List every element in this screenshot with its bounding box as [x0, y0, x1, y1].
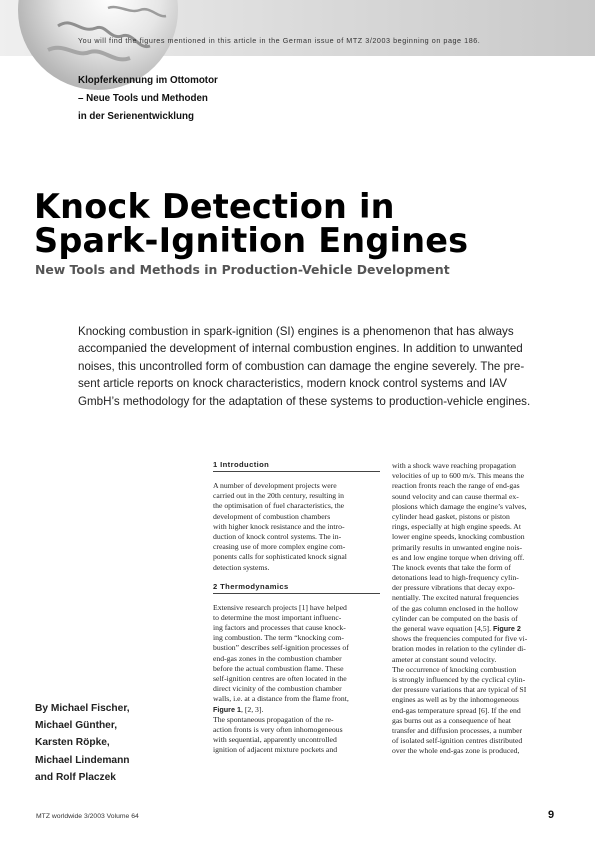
text-line: transfer and diffusion processes, a number — [392, 725, 523, 735]
text-line: direct vicinity of the combustion chamber — [213, 684, 342, 694]
text-line: of the gas column enclosed in the hollow — [392, 603, 519, 613]
title-line-2: Spark-Ignition Engines — [34, 221, 469, 260]
text-line: the optimisation of fuel characteristics, the — [213, 501, 345, 511]
text-line: ignition of adjacent mixture pockets and — [213, 745, 338, 755]
text-line: carried out in the 20th century, resulting in — [213, 491, 345, 501]
text-line: es and low engine torque when driving off. — [392, 552, 525, 562]
text-line: ameter at constant sound velocity. — [392, 654, 497, 664]
text-line: before the actual combustion flame. These — [213, 663, 344, 673]
author-line: Michael Lindemann — [35, 754, 130, 766]
text-line: The occurrence of knocking combustion — [392, 664, 517, 674]
text-line: end-gas temperature spread [6]. If the end — [392, 705, 521, 715]
text-line: bustion” describes self-ignition processes of — [213, 643, 349, 653]
author-line: and Rolf Placzek — [35, 771, 116, 783]
text-line: The knock events that take the form of — [392, 562, 511, 572]
text-line: with higher knock resistance and the intro- — [213, 521, 345, 531]
abstract-line: sent article reports on knock characteristics, modern knock control systems and IAV — [78, 377, 507, 391]
abstract-line: Knocking combustion in spark-ignition (SI) engines is a phenomenon that has always — [78, 325, 514, 338]
text-line — [213, 705, 380, 715]
text-line: rings, especially at high engine speeds. At — [392, 522, 521, 532]
intro-paragraph — [213, 481, 380, 573]
footer-issue: MTZ worldwide 3/2003 Volume 64 — [36, 813, 139, 820]
text-line: with a shock wave reaching propagation — [392, 461, 517, 470]
text-line: der pressure variations that are typical of SI — [392, 685, 527, 695]
abstract — [78, 323, 558, 410]
text-line: plosions which damage the engine’s valves, — [392, 501, 527, 511]
text-line: shows the frequencies computed for five vi- — [392, 634, 528, 644]
section-heading-thermodynamics: 2 Thermodynamics — [213, 582, 380, 594]
body-column-1 — [213, 460, 380, 756]
text-line: Extensive research projects [1] have helped — [213, 602, 347, 612]
text-line: of isolated self-ignition centres distributed — [392, 736, 523, 746]
abstract-line: accompanied the development of internal combustion engines. In addition to unwanted — [78, 342, 523, 356]
text-line: ing factors and processes that cause knock- — [213, 623, 346, 633]
german-title-line: – Neue Tools und Methoden — [78, 93, 208, 104]
text-line: creasing use of more complex engine com- — [213, 542, 346, 552]
text-line: cylinder can be computed on the basis of — [392, 613, 518, 623]
article-title — [34, 187, 574, 260]
text-line: ing combustion. The term “knocking com- — [213, 633, 344, 643]
text-line: der pressure vibrations that decay expo- — [392, 583, 515, 593]
text-line: to determine the most important influenc- — [213, 612, 342, 622]
text-line: detonations lead to high-frequency cylin- — [392, 573, 519, 583]
text-fragment: the general wave equation [4,5]. — [392, 624, 492, 633]
text-line: A number of development projects were — [213, 481, 337, 490]
text-line: with sequential, apparently uncontrolled — [213, 735, 337, 745]
german-title-line: Klopferkennung im Ottomotor — [78, 75, 218, 86]
text-line: duction of knock control systems. The in- — [213, 531, 342, 541]
text-line: cylinder head gasket, pistons or piston — [392, 511, 510, 521]
text-line: over the whole end-gas zone is produced, — [392, 746, 520, 756]
section-heading-introduction: 1 Introduction — [213, 460, 380, 472]
text-line: walls, i.e. at a distance from the flame front, — [213, 694, 349, 704]
thermo-paragraph — [213, 603, 380, 756]
text-line: The spontaneous propagation of the re- — [213, 714, 334, 724]
text-line: velocities of up to 600 m/s. This means the — [392, 471, 525, 481]
german-title-line: in der Serienentwicklung — [78, 111, 194, 122]
text-line: sound velocity and can cause thermal ex- — [392, 491, 519, 501]
german-title — [78, 72, 338, 126]
article-subtitle: New Tools and Methods in Production-Vehicle Development — [35, 262, 450, 277]
text-line: action fronts is very often inhomogeneous — [213, 724, 343, 734]
author-line: Karsten Röpke, — [35, 737, 110, 749]
abstract-line: noises, this uncontrolled form of combustion can damage the engine severely. The pre- — [78, 359, 525, 373]
text-line: is strongly influenced by the cyclical cylin- — [392, 674, 526, 684]
page-number: 9 — [548, 809, 555, 821]
issue-note: You will find the figures mentioned in this article in the German issue of MTZ 3/2003 beginning on page 186. — [78, 36, 481, 45]
text-line: ponents calls for sophisticated knock signal — [213, 552, 347, 562]
text-line: reaction fronts reach the range of end-gas — [392, 481, 520, 491]
text-line: bration modes in relation to the cylinder di- — [392, 644, 526, 654]
abstract-line: GmbH’s methodology for the adaptation of these systems to production-vehicle engines. — [78, 394, 531, 408]
text-line — [392, 624, 562, 634]
text-line: end-gas zones in the combustion chamber — [213, 653, 342, 663]
text-line: engines as well as by the inhomogeneous — [392, 695, 519, 705]
text-line: self-ignition centres are often located in the — [213, 674, 347, 683]
text-line: detection systems. — [213, 562, 270, 572]
figure-1-reference[interactable]: Figure 1 — [213, 704, 241, 714]
figure-1-tail: , [2, 3]. — [240, 704, 264, 714]
author-list — [35, 700, 185, 786]
text-line: nentially. The excited natural frequencies — [392, 593, 519, 603]
author-line: Michael Günther, — [35, 720, 118, 732]
text-line: development of combustion chambers — [213, 511, 331, 521]
title-line-1: Knock Detection in — [34, 187, 395, 226]
figure-2-reference[interactable]: Figure 2 — [492, 624, 521, 633]
text-line: gas burns out as a consequence of heat — [392, 715, 511, 725]
text-line: lower engine speeds, knocking combustion — [392, 532, 525, 542]
author-line: By Michael Fischer, — [35, 703, 130, 714]
text-line: primarily results in unwanted engine nois- — [392, 542, 523, 552]
body-column-2 — [392, 461, 562, 756]
